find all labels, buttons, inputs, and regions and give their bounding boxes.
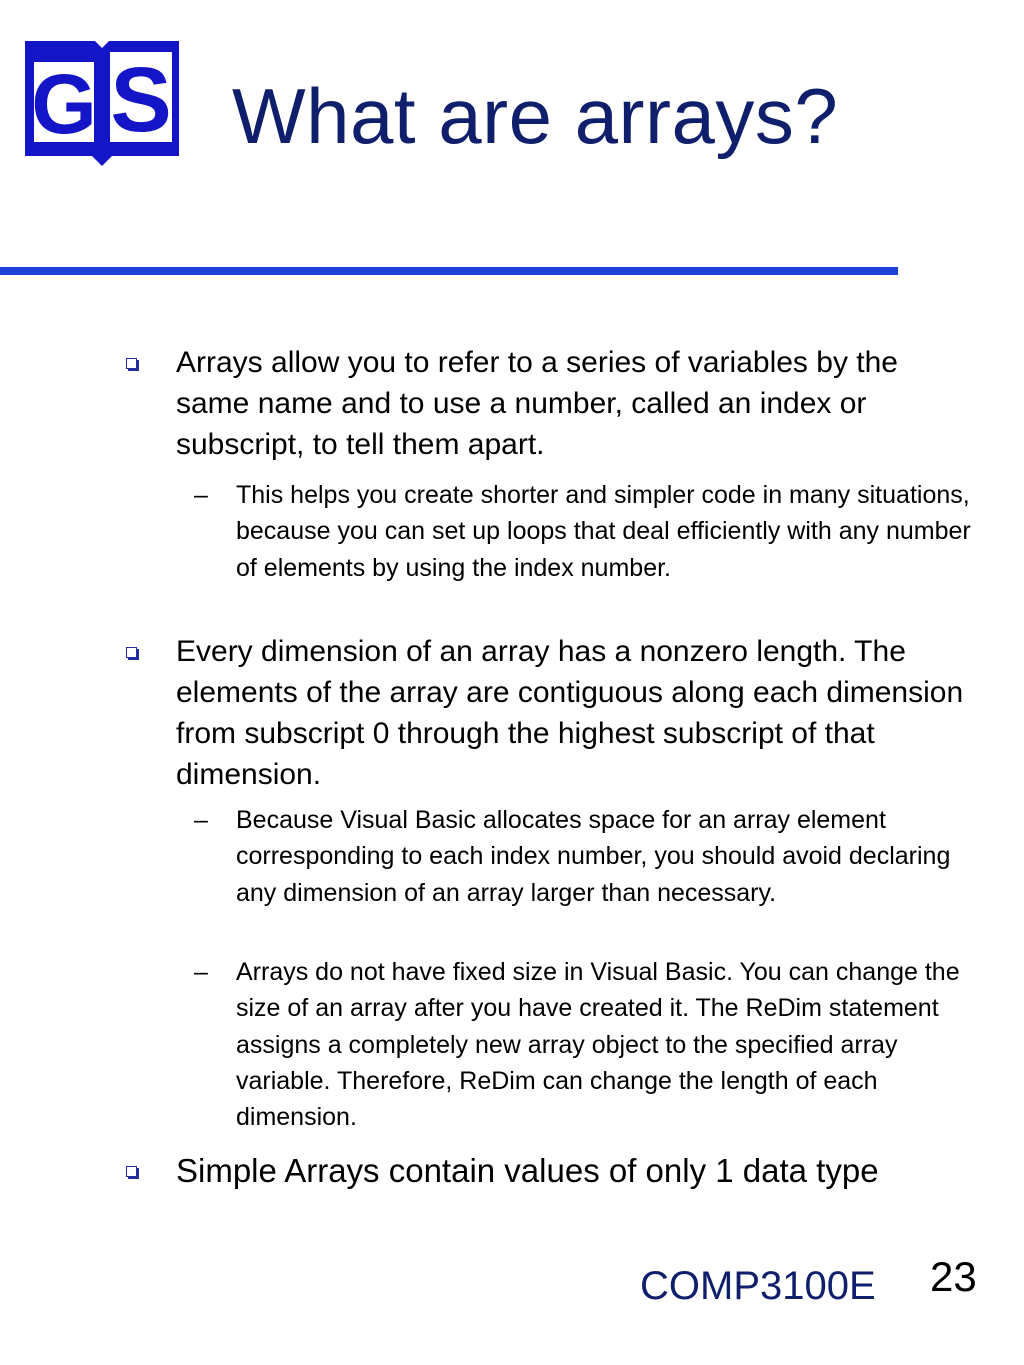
bullet-2-sub-1 (194, 802, 971, 911)
course-code-footer: COMP3100E (640, 1264, 876, 1308)
bullet-1-sub-1-text: This helps you create shorter and simpler code in many situations, because you can set up loops that deal efficiently with any number of elements by using the index number. (236, 481, 971, 582)
slide-title: What are arrays? (232, 72, 839, 160)
dash-bullet-icon: – (194, 958, 208, 986)
bullet-2 (176, 631, 966, 795)
bullet-3 (176, 1148, 936, 1193)
logo-letter-g: G (31, 57, 97, 151)
slide-number: 23 (930, 1253, 977, 1300)
dash-bullet-icon: – (194, 481, 208, 509)
square-bullet-icon (126, 358, 137, 369)
bullet-2-sub-1-text: Because Visual Basic allocates space for an array element corresponding to each index number, you should avoid declaring any dimension of an array larger than necessary. (236, 806, 951, 907)
logo-letter-s: S (110, 49, 172, 151)
dash-bullet-icon: – (194, 806, 208, 834)
bullet-1 (176, 342, 966, 465)
square-bullet-icon (126, 1166, 137, 1177)
bullet-3-text: Simple Arrays contain values of only 1 data type (176, 1152, 879, 1189)
bullet-1-sub-1 (194, 477, 971, 586)
bullet-1-text: Arrays allow you to refer to a series of variables by the same name and to use a number, called an index or subscript, to tell them apart. (176, 346, 898, 461)
bullet-2-sub-2-text: Arrays do not have fixed size in Visual Basic. You can change the size of an array after you have created it. The ReDim statement assigns a completely new array object to the specified array variable. Therefore, ReDim can change the length of each dimension. (236, 958, 960, 1132)
gs-logo (22, 38, 182, 170)
bullet-2-text: Every dimension of an array has a nonzero length. The elements of the array are contiguous along each dimension from subscript 0 through the highest subscript of that dimension. (176, 635, 964, 791)
bullet-2-sub-2 (194, 954, 971, 1135)
title-divider-rule (0, 267, 898, 275)
square-bullet-icon (126, 647, 137, 658)
